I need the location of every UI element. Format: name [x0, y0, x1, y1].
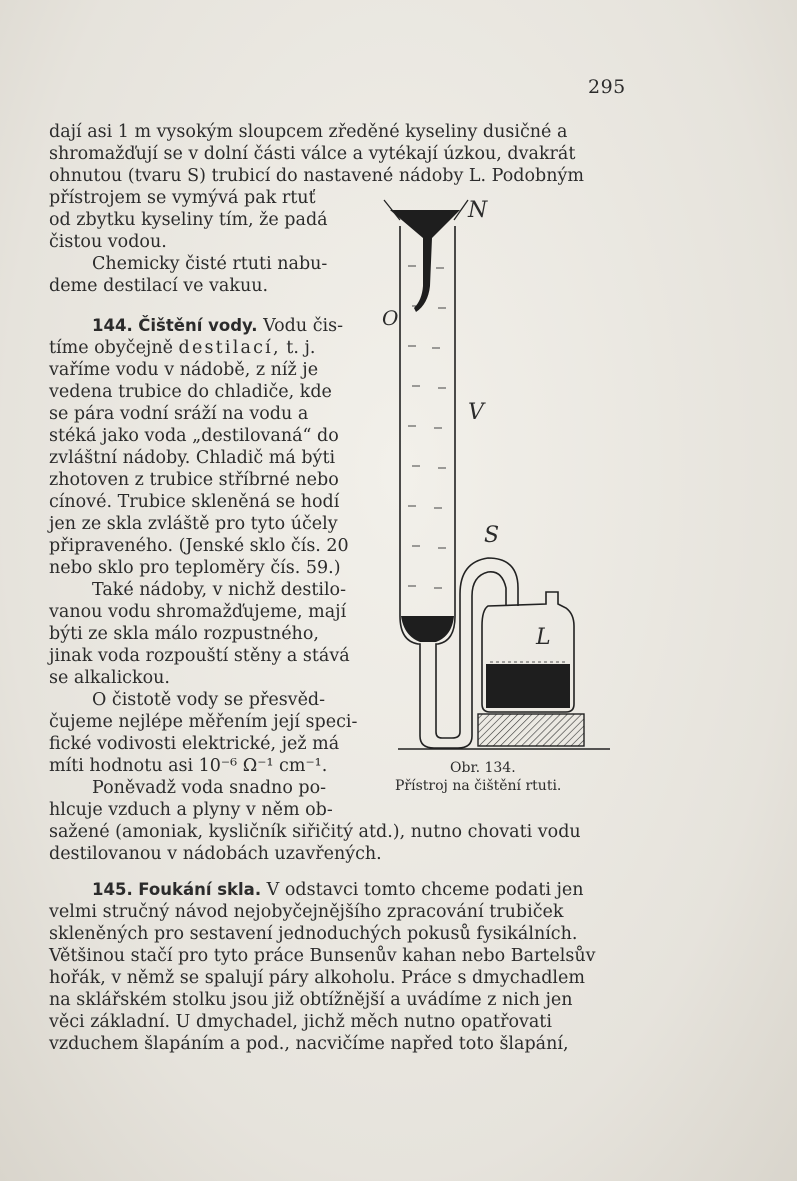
- text-line: Také nádoby, v nichž destilo-: [92, 580, 346, 600]
- figure-label-o: O: [382, 306, 399, 330]
- section-145-heading: [92, 879, 584, 901]
- text-line: Chemicky čisté rtuti nabu-: [92, 254, 328, 274]
- text-line: cínové. Trubice skleněná se hodí: [49, 492, 340, 512]
- text-line: míti hodnotu asi 10⁻⁶ Ω⁻¹ cm⁻¹.: [49, 756, 328, 776]
- figure-label-l: L: [536, 625, 551, 650]
- section-144-heading: [92, 315, 343, 337]
- section-title: Čištění vody.: [138, 316, 258, 335]
- text-line: sažené (amoniak, kysličník siřičitý atd.), nutno chovati vodu: [49, 822, 581, 842]
- text-line: dají asi 1 m vysokým sloupcem zředěné kyseliny dusičné a: [49, 122, 568, 142]
- text-fragment: tíme obyčejně: [49, 338, 179, 358]
- text-line: věci základní. U dmychadel, jichž měch nutno opatřovati: [49, 1012, 552, 1032]
- text-line: hořák, v němž se spalují páry alkoholu. Práce s dmychadlem: [49, 968, 585, 988]
- text-line: deme destilací ve vakuu.: [49, 276, 269, 296]
- text-line: vedena trubice do chladiče, kde: [49, 382, 332, 402]
- text-line: se pára vodní sráží na vodu a: [49, 404, 309, 424]
- text-line: stéká jako voda „destilovaná“ do: [49, 426, 339, 446]
- emphasis-spaced: destilací,: [178, 338, 281, 358]
- text-line: vaříme vodu v nádobě, z níž je: [49, 360, 319, 380]
- section-number: 145.: [92, 880, 133, 899]
- text-line: od zbytku kyseliny tím, že padá: [49, 210, 328, 230]
- text-line: jen ze skla zvláště pro tyto účely: [49, 514, 338, 534]
- text-line: jinak voda rozpouští stěny a stává: [49, 646, 350, 666]
- text-line: Většinou stačí pro tyto práce Bunsenův kahan nebo Bartelsův: [49, 946, 596, 966]
- section-number: 144.: [92, 316, 133, 335]
- acid-dashes: [408, 266, 446, 588]
- text-line: velmi stručný návod nejobyčejnějšího zpracování trubiček: [49, 902, 564, 922]
- text-line: vzduchem šlapáním a pod., nacvičíme napřed toto šlapání,: [49, 1034, 569, 1054]
- section-text: V odstavci tomto chceme podati jen: [266, 880, 584, 900]
- text-line: fické vodivosti elektrické, jež má: [49, 734, 340, 754]
- figure-label-n: N: [468, 198, 488, 223]
- page-number: 295: [588, 76, 626, 98]
- text-line: hlcuje vzduch a plyny v něm ob-: [49, 800, 333, 820]
- text-line: zhotoven z trubice stříbrné nebo: [49, 470, 339, 490]
- text-line: připraveného. (Jenské sklo čís. 20: [49, 536, 349, 556]
- figure-caption-number: Obr. 134.: [450, 760, 516, 776]
- figure-134-apparatus: [378, 196, 610, 756]
- text-line: Poněvadž voda snadno po-: [92, 778, 327, 798]
- text-line: skleněných pro sestavení jednoduchých pokusů fysikálních.: [49, 924, 578, 944]
- figure-label-v: V: [468, 400, 484, 425]
- text-line: destilovanou v nádobách uzavřených.: [49, 844, 382, 864]
- section-title: Foukání skla.: [138, 880, 262, 899]
- text-line: nebo sklo pro teploměry čís. 59.): [49, 558, 341, 578]
- text-line: na sklářském stolku jsou již obtížnější a uvádíme z nich jen: [49, 990, 573, 1010]
- text-line: ohnutou (tvaru S) trubicí do nastavené nádoby L. Podobným: [49, 166, 584, 186]
- text-line: [49, 337, 315, 359]
- text-line: O čistotě vody se přesvěd-: [92, 690, 326, 710]
- text-line: býti ze skla málo rozpustného,: [49, 624, 319, 644]
- section-text: Vodu čis-: [263, 316, 344, 336]
- stand-block: [478, 714, 584, 746]
- figure-label-s: S: [484, 523, 500, 548]
- flask-l: [482, 592, 574, 712]
- text-line: se alkalickou.: [49, 668, 170, 688]
- text-line: čistou vodou.: [49, 232, 167, 252]
- mercury-pool: [401, 616, 454, 642]
- text-line: shromažďují se v dolní části válce a vytékají úzkou, dvakrát: [49, 144, 576, 164]
- text-line: zvláštní nádoby. Chladič má býti: [49, 448, 336, 468]
- mercury-collected: [486, 664, 570, 708]
- text-line: vanou vodu shromažďujeme, mají: [49, 602, 347, 622]
- text-fragment: t. j.: [280, 338, 316, 358]
- text-line: čujeme nejlépe měřením její speci-: [49, 712, 358, 732]
- text-line: přístrojem se vymývá pak rtuť: [49, 188, 316, 208]
- figure-caption-text: Přístroj na čištění rtuti.: [395, 778, 562, 794]
